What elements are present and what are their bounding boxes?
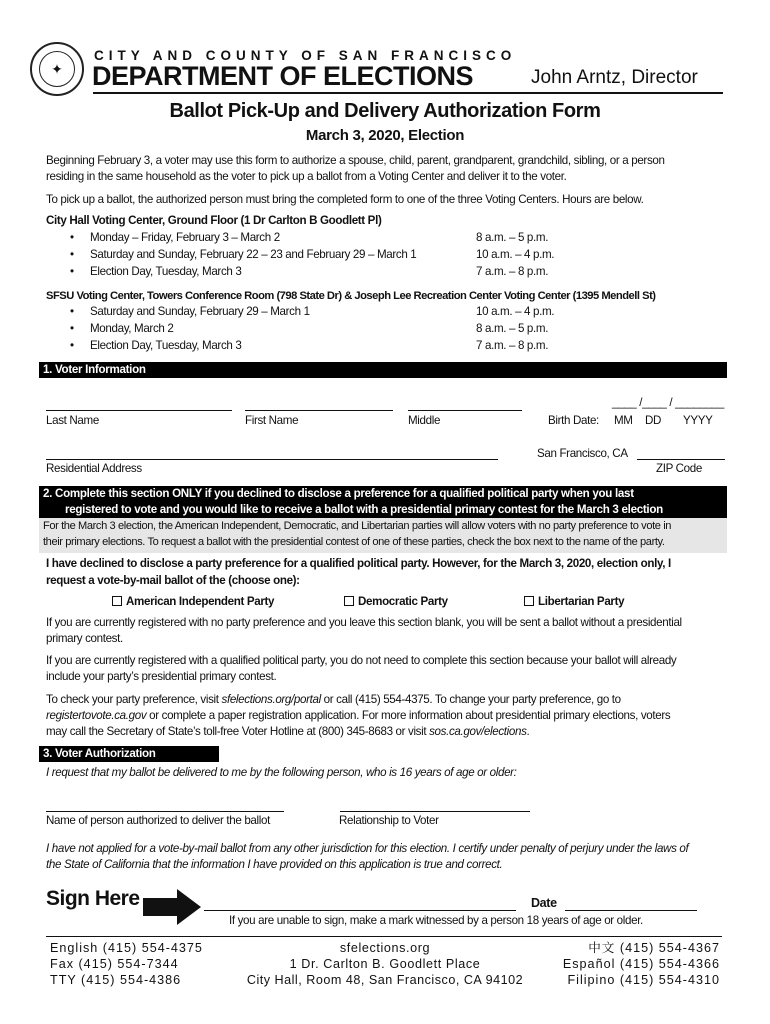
birth-year-label: YYYY [683,414,713,427]
department-seal [30,42,84,96]
header-rule [93,92,723,94]
sfsu-heading: SFSU Voting Center, Towers Conference Room (798 State Dr) & Joseph Lee Recreation Center Voting Center (1395 Mendell St) [46,290,656,302]
birth-date-field[interactable]: ____ /____ / ________ [612,396,724,409]
last-name-label: Last Name [46,414,99,427]
department-name: DEPARTMENT OF ELECTIONS [92,61,474,91]
first-name-field[interactable] [245,410,393,411]
registertovote-link[interactable]: registertovote.ca.gov [46,709,147,722]
city-hall-day-3: • Election Day, Tuesday, March 3 [90,265,241,278]
city-hall-hours-3: 7 a.m. – 8 p.m. [476,265,549,278]
relationship-label: Relationship to Voter [339,814,439,827]
sfsu-hours-2: 8 a.m. – 5 p.m. [476,322,549,335]
sos-link[interactable]: sos.ca.gov/elections [429,725,527,738]
no-preference-line-2: primary contest. [46,632,123,645]
footer-rule [46,936,722,937]
unable-to-sign-note: If you are unable to sign, make a mark witnessed by a person 18 years of age or older. [229,914,643,927]
birth-date-label: Birth Date: [548,414,599,427]
certify-line-1: I have not applied for a vote-by-mail ballot from any other jurisdiction for this election. I certify under penalty of perjury under the laws of [46,842,689,855]
signature-field[interactable] [204,910,516,911]
footer-website[interactable]: sfelections.org [339,941,431,955]
declined-line-1: I have declined to disclose a party preference for a qualified political party. However, for the March 3, 2020, election only, I [46,557,671,570]
footer-phone-spanish: Español (415) 554-4366 [562,957,720,971]
sfsu-day-1: • Saturday and Sunday, February 29 – March 1 [90,305,310,318]
intro-line-3: To pick up a ballot, the authorized person must bring the completed form to one of the three Voting Centers. Hours are below. [46,193,644,206]
zip-code-label: ZIP Code [656,462,702,475]
relationship-field[interactable] [340,811,530,812]
residential-address-field[interactable] [46,459,498,460]
authorized-person-label: Name of person authorized to deliver the ballot [46,814,270,827]
party-label-libertarian: Libertarian Party [538,595,625,608]
city-hall-hours-1: 8 a.m. – 5 p.m. [476,231,549,244]
seal-emblem-icon: ✦ [51,61,63,77]
section-2-note [39,518,727,553]
footer-address-line-1: 1 Dr. Carlton B. Goodlett Place [289,957,481,971]
city-state-label: San Francisco, CA [537,447,628,460]
party-label-democratic: Democratic Party [358,595,448,608]
section-2-note-line-1: For the March 3 election, the American Independent, Democratic, and Libertarian parties will allow voters with no party preference to vote in [43,520,672,532]
section-2-title-line-1: 2. Complete this section ONLY if you declined to disclose a preference for a qualified political party when you last [43,487,634,500]
delivery-request: I request that my ballot be delivered to me by the following person, who is 16 years of age or older: [46,766,517,779]
section-3-header: 3. Voter Authorization [39,746,219,762]
section-2-title-line-2: registered to vote and you would like to receive a ballot with a presidential primary contest for the March 3 election [65,503,663,516]
residential-address-label: Residential Address [46,462,142,475]
footer-phone-english: English (415) 554-4375 [50,941,203,955]
birth-day-label: DD [645,414,662,427]
sfsu-day-2: • Monday, March 2 [90,322,173,335]
date-field[interactable] [565,910,697,911]
footer-tty: TTY (415) 554-4386 [50,973,182,987]
checkbox-libertarian[interactable] [524,596,534,606]
city-county-line: CITY AND COUNTY OF SAN FRANCISCO [94,48,517,63]
date-label: Date [531,896,557,910]
last-name-field[interactable] [46,410,232,411]
qualified-party-line-1: If you are currently registered with a qualified political party, you do not need to complete this section because your ballot will already [46,654,677,667]
party-check-line-1: To check your party preference, visit sfelections.org/portal or call (415) 554-4375. To change your party preference, go to [46,693,621,706]
checkbox-democratic[interactable] [344,596,354,606]
section-2-note-line-2: their primary elections. To request a ballot with the presidential contest of one of these parties, check the box next to the name of the party. [43,536,665,548]
middle-label: Middle [408,414,441,427]
middle-name-field[interactable] [408,410,522,411]
arrow-right-icon [143,887,203,927]
party-option-democratic[interactable] [344,595,448,608]
section-2-header [39,486,727,518]
declined-line-2: request a vote-by-mail ballot of the (choose one): [46,574,300,587]
form-subtitle: March 3, 2020, Election [305,127,465,144]
director-name: John Arntz, Director [531,67,698,88]
intro-line-1: Beginning February 3, a voter may use this form to authorize a spouse, child, parent, grandparent, grandchild, sibling, or a person [46,154,665,167]
footer-phone-chinese: 中文 (415) 554-4367 [588,941,720,955]
party-option-american-independent[interactable] [112,595,274,608]
portal-link[interactable]: sfelections.org/portal [221,693,321,706]
section-1-header: 1. Voter Information [39,362,727,378]
party-label-american-independent: American Independent Party [126,595,275,608]
city-hall-hours-2: 10 a.m. – 4 p.m. [476,248,555,261]
party-check-line-2: registertovote.ca.gov or complete a paper registration application. For more information about presidential primary elections, voters [46,709,671,722]
sfsu-hours-3: 7 a.m. – 8 p.m. [476,339,549,352]
authorized-person-field[interactable] [46,811,284,812]
zip-code-field[interactable] [637,459,725,460]
sfsu-day-3: • Election Day, Tuesday, March 3 [90,339,241,352]
no-preference-line-1: If you are currently registered with no party preference and you leave this section blank, you will be sent a ballot without a presidential [46,616,682,629]
footer-fax: Fax (415) 554-7344 [50,957,179,971]
city-hall-heading: City Hall Voting Center, Ground Floor (1 Dr Carlton B Goodlett Pl) [46,214,382,227]
sfsu-hours-1: 10 a.m. – 4 p.m. [476,305,555,318]
footer-address-line-2: City Hall, Room 48, San Francisco, CA 94102 [246,973,524,987]
city-hall-day-1: • Monday – Friday, February 3 – March 2 [90,231,280,244]
qualified-party-line-2: include your party’s presidential primary contest. [46,670,277,683]
checkbox-american-independent[interactable] [112,596,122,606]
birth-month-label: MM [614,414,633,427]
intro-line-2: residing in the same household as the voter to pick up a ballot from a Voting Center and deliver it to the voter. [46,170,567,183]
sign-here-label: Sign Here [46,887,140,910]
certify-line-2: the State of California that the information I have provided on this application is true and correct. [46,858,503,871]
first-name-label: First Name [245,414,299,427]
form-title: Ballot Pick-Up and Delivery Authorization Form [169,100,601,122]
party-option-libertarian[interactable] [524,595,624,608]
party-check-line-3: may call the Secretary of State’s toll-free Voter Hotline at (800) 345-8683 or visit sos.ca.gov/elections. [46,725,530,738]
city-hall-day-2: • Saturday and Sunday, February 22 – 23 and February 29 – March 1 [90,248,416,261]
footer-phone-filipino: Filipino (415) 554-4310 [567,973,720,987]
